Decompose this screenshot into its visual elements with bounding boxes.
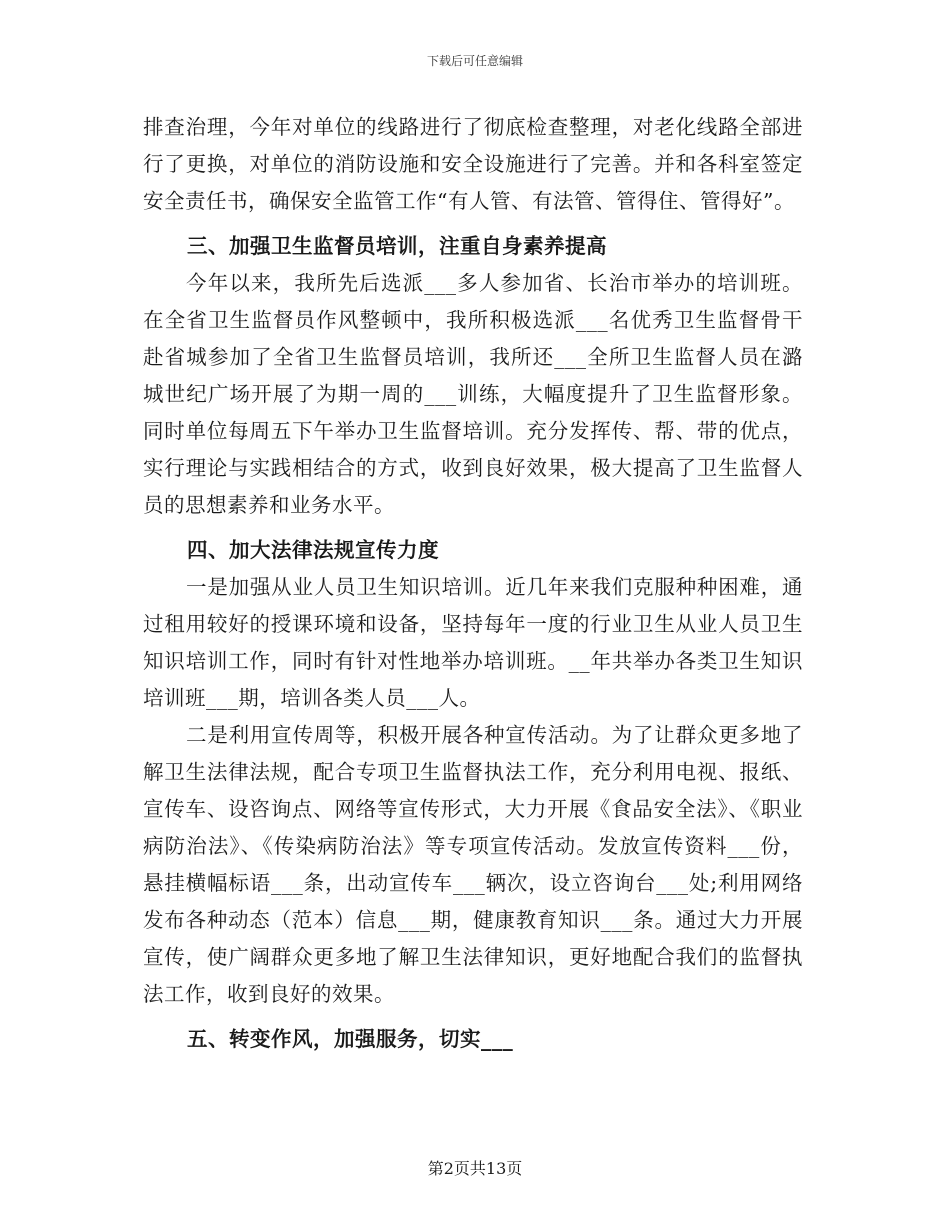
section-heading-3: 三、加强卫生监督员培训，注重自身素养提高 (187, 234, 607, 258)
section-heading-5: 五、转变作风，加强服务，切实___ (187, 1027, 514, 1051)
paragraph-publicity: 二是利用宣传周等，积极开展各种宣传活动。为了让群众更多地了解卫生法律法规，配合专项卫生监督执法工作，充分利用电视、报纸、宣传车、设咨询点、网络等宣传形式，大力开展《食品安全法》、《职业病防治法》、《传染病防治法》等专项宣传活动。发放宣传资料___份，悬挂横幅标语___条，出动宣传车___辆次，设立咨询台___处;利用网络发布各种动态（范本）信息___期，健康教育知识___条。通过大力开展宣传，使广阔群众更多地了解卫生法律知识，更好地配合我们的监督执法工作，收到良好的效果。 (143, 723, 803, 1006)
page-number: 第2页共13页 (427, 1159, 523, 1178)
paragraph-safety-governance: 排查治理，今年对单位的线路进行了彻底检查整理，对老化线路全部进行了更换，对单位的消防设施和安全设施进行了完善。并和各科室签定安全责任书，确保安全监管工作“有人管、有法管、管得住、管得好”。 (143, 115, 803, 213)
page-header-note: 下载后可任意编辑 (426, 54, 523, 68)
paragraph-training: 今年以来，我所先后选派___多人参加省、长治市举办的培训班。在全省卫生监督员作风整顿中，我所积极选派___名优秀卫生监督骨干赴省城参加了全省卫生监督员培训，我所还___全所卫生监督人员在潞城世纪广场开展了为期一周的___训练，大幅度提升了卫生监督形象。同时单位每周五下午举办卫生监督培训。充分发挥传、帮、带的优点，实行理论与实践相结合的方式，收到良好效果，极大提高了卫生监督人员的思想素养和业务水平。 (143, 271, 803, 517)
document-body (143, 109, 803, 1058)
paragraph-practitioner-training: 一是加强从业人员卫生知识培训。近几年来我们克服种种困难，通过租用较好的授课环境和设备，坚持每年一度的行业卫生从业人员卫生知识培训工作，同时有针对性地举办培训班。__年共举办各类卫生知识培训班___期，培训各类人员___人。 (143, 575, 803, 710)
section-heading-4: 四、加大法律法规宣传力度 (187, 538, 439, 562)
